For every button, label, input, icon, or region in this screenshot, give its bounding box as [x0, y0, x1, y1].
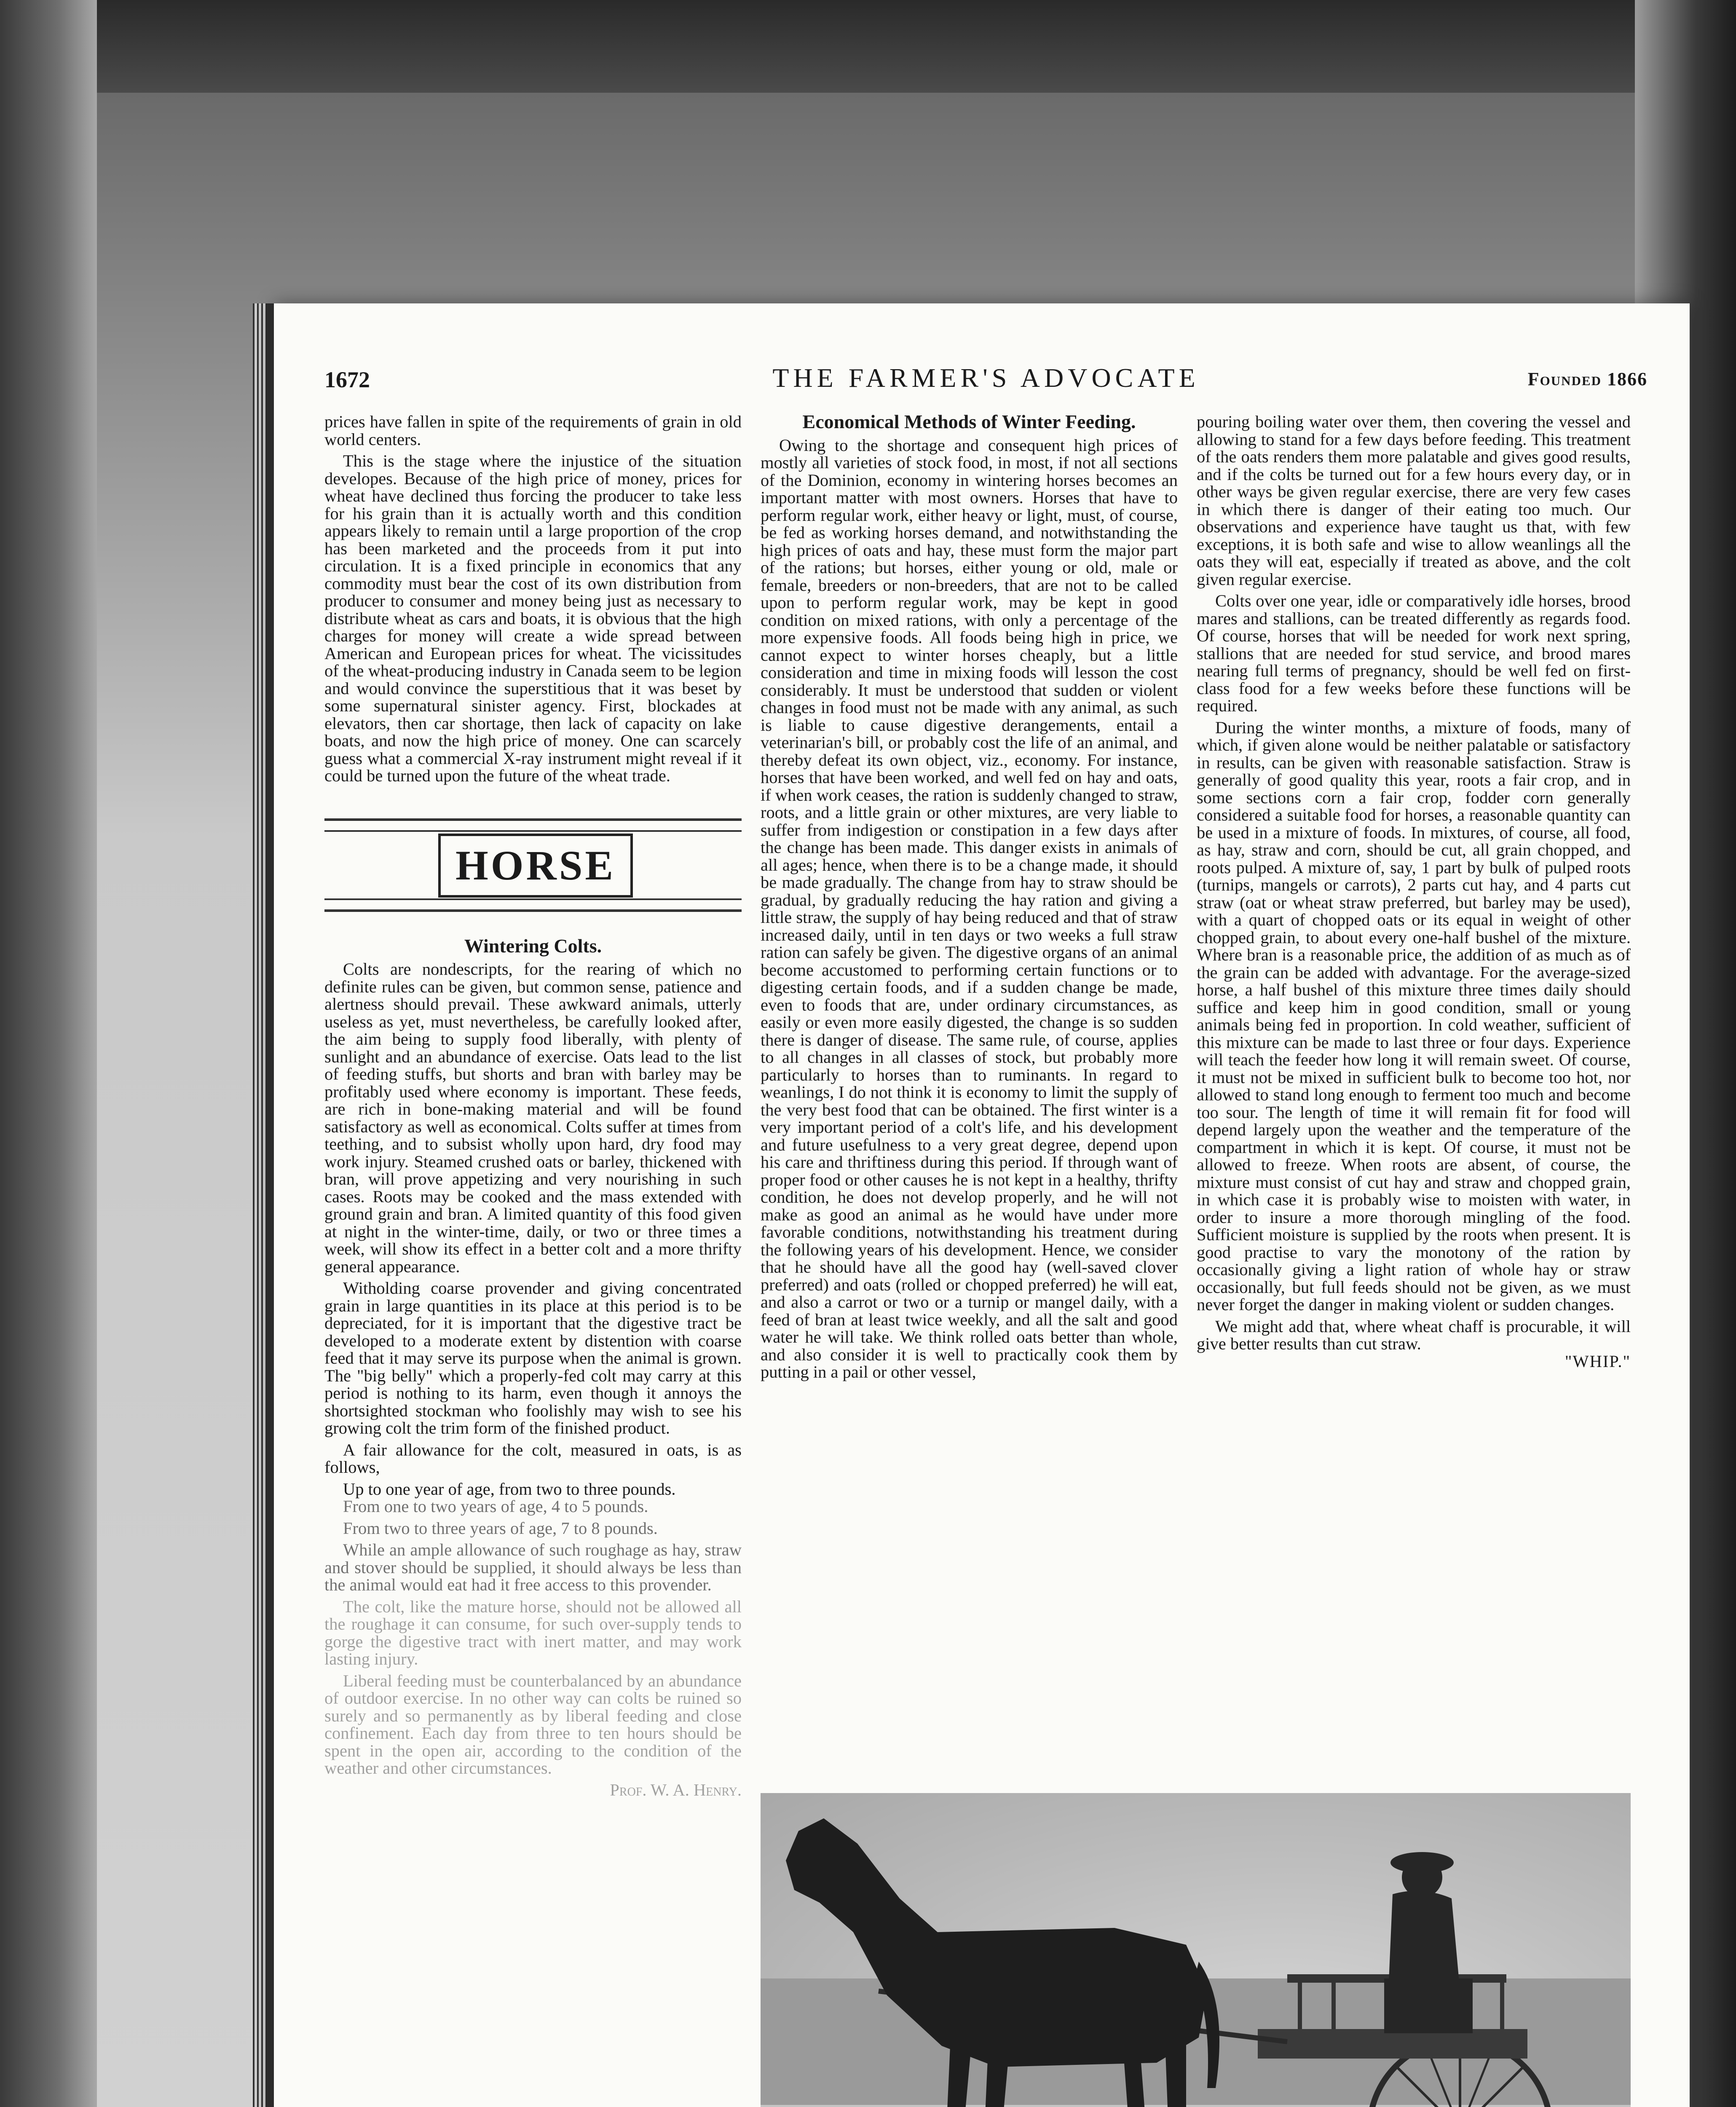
photo-pony-and-cart — [761, 1793, 1631, 2107]
film-border-top — [0, 0, 1736, 93]
section-banner — [324, 818, 742, 912]
paragraph: The colt, like the mature horse, should not be allowed all the roughage it can consume, for such over-supply tends to gorge the digestive tract with inert matter, and may work lasting injury. — [324, 1597, 742, 1668]
founded-year: Founded 1866 — [1527, 369, 1648, 389]
pony-cart-illustration — [761, 1793, 1631, 2107]
page-number: 1672 — [324, 367, 370, 392]
paragraph: Liberal feeding must be counterbalanced by an abundance of outdoor exercise. In no other way can colts be ruined so surely and so permanently as by liberal feeding and close confinement. Each day from three to ten hours should be spent in the open air, according to the condition of the weather and other circumstances. — [324, 1671, 742, 1777]
article-title-wintering-colts: Wintering Colts. — [464, 935, 602, 957]
paragraph: From two to three years of age, 7 to 8 pounds. — [343, 1518, 658, 1538]
paragraph: prices have fallen in spite of the requirements of grain in old world centers. — [324, 412, 742, 449]
paragraph: We might add that, where wheat chaff is procurable, it will give better results than cut straw. — [1197, 1316, 1631, 1353]
paragraph: Owing to the shortage and consequent high prices of mostly all varieties of stock food, in most, if not all sections of the Dominion, economy in wintering horses becomes an important matter with most owners. Horses that have to perform regular work, either heavy or light, must, of course, be fed as working horses demand, and notwithstanding the high prices of oats and hay, these must form the major part of the rations; but horses, either young or old, male or female, breeders or non-breeders, that are not to be called upon to perform regular work, may be kept in good condition on mixed rations, with only a percentage of the more expensive foods. All foods being high in price, we cannot expect to winter horses cheaply, but a little consideration and time in mixing foods will lesson the cost considerably. It must be understood that sudden or violent changes in food must not be made with any animal, as such is liable to cause digestive derangements, entail a veterinarian's bill, or probably cost the life of an animal, and thereby defeat its own object, viz., economy. For instance, horses that have been worked, and well fed on hay and oats, if when work ceases, the ration is suddenly changed to straw, roots, and a little grain or other mixtures, are very liable to suffer from indigestion or constipation in a few days after the change has been made. This danger exists in animals of all ages; hence, when there is to be a change made, it should be made gradually. The change from hay to straw should be gradual, by gradually reducing the hay ration and giving a little straw, the supply of hay being reduced and that of straw increased daily, until in ten days or two weeks a full straw ration can safely be given. The digestive organs of an animal become accustomed to performing certain functions or to digesting certain foods, and if a sudden change be made, even to foods that are, under ordinary circumstances, as easily or even more easily digested, the change is so sudden there is danger of disease. The same rule, of course, applies to all changes in all classes of stock, but probably more particularly to horses than to ruminants. In regard to weanlings, I do not think it is economy to limit the supply of the very best food that can be obtained. The first winter is a very important period of a colt's life, and his development and future usefulness to a very great degree, depend upon his care and thriftiness during this period. If through want of proper food or other causes he is not kept in a healthy, thrifty condition, he does not develop properly, and he will not make as good an animal as he would have under more favorable conditions, notwithstanding his treatment during the following years of his development. Hence, we consider that he should have all the good hay (well-saved clover preferred) and oats (rolled or chopped preferred) he will eat, and also a carrot or two or a turnip or mangel daily, with a feed of bran at least twice weekly, and all the salt and good water he will take. We think rolled oats better than whole, and also consider it is well to practically cook them by putting in a pail or other vessel, — [761, 435, 1178, 1381]
section-label-horse: HORSE — [438, 834, 633, 898]
column-right — [1197, 413, 1631, 1370]
paragraph: Colts are nondescripts, for the rearing of which no definite rules can be given, but common sense, patience and alertness should prevail. These awkward animals, utterly useless as yet, must nevertheless, be carefully looked after, the aim being to supply food liberally, with plenty of sunlight and an abundance of exercise. Oats lead to the list of feeding stuffs, but shorts and bran with barley may be profitably used where economy is important. These feeds, are rich in bone-making material and will be found satisfactory as well as economical. Colts suffer at times from teething, and to subsist wholly upon hard, dry food may work injury. Steamed crushed oats or barley, thickened with bran, will prove appetizing and very nourishing in such cases. Roots may be cooked and the mass extended with ground grain and bran. A limited quantity of this food given at night in the winter-time, daily, or two or three times a week, will show its effect in a better colt and a more thrifty general appearance. — [324, 960, 742, 1276]
paragraph: Witholding coarse provender and giving concentrated grain in large quantities in its place at this period is to be depreciated, for it is important that the digestive tract be developed to a moderate extent by distention with coarse feed that it may serve its purpose when the animal is grown. The "big belly" which a properly-fed colt may carry at this period is nothing to its harm, even though it annoys the shortsighted stockman who foolishly may wish to see his growing colt the trim form of the finished product. — [324, 1279, 742, 1437]
paragraph: This is the stage where the injustice of the situation developes. Because of the high price of money, prices for wheat have declined thus forcing the producer to take less for his grain than it is actually worth and this condition appears likely to remain until a large proportion of the crop has been marketed and the proceeds from it put into circulation. It is a fixed principle in economics that any commodity must bear the cost of its own distribution from producer to consumer and money being just as necessary to distribute wheat as cars and boats, it is obvious that the high charges for money will create a wide spread between American and European prices for wheat. The vicissitudes of the wheat-producing industry in Canada seem to be legion and would convince the superstitious that it was beset by some supernatural sinister agency. First, blockades at elevators, then car shortage, then lack of capacity on lake boats, and now the high price of money. One can scarcely guess what a commercial X-ray instrument might reveal if it could be turned upon the future of the wheat trade. — [324, 451, 742, 785]
author-signature: Prof. W. A. Henry. — [610, 1780, 742, 1799]
page-header — [324, 362, 1648, 400]
book-page-edges — [253, 303, 270, 2107]
film-border-left — [0, 0, 97, 2107]
paragraph: A fair allowance for the colt, measured in oats, is as follows, — [324, 1440, 742, 1477]
column-left — [324, 413, 742, 1799]
column-middle — [761, 413, 1178, 1381]
paragraph: While an ample allowance of such roughage as hay, straw and stover should be supplied, it should always be less than the animal would eat had it free access to this provender. — [324, 1540, 742, 1594]
paragraph: Up to one year of age, from two to three pounds. — [343, 1479, 676, 1498]
faded-text-block — [324, 1498, 742, 1777]
newspaper-page — [274, 303, 1690, 2107]
driver-figure — [1384, 1852, 1473, 2033]
paragraph: pouring boiling water over them, then covering the vessel and allowing to stand for a few days before feeding. This treatment of the oats renders them more palatable and gives good results, and if the colts be turned out for a few hours every day, or in other ways be given regular exercise, there are very few cases in which there is danger of their eating too much. Our observations and experience have taught us that, with few exceptions, it is both safe and wise to allow weanlings all the oats they will eat, especially if treated as above, and the colt given regular exercise. — [1197, 412, 1631, 589]
paragraph: Colts over one year, idle or comparatively idle horses, brood mares and stallions, can be treated differently as regards food. Of course, horses that will be needed for work next spring, stallions that are needed for stud service, and brood mares nearing full terms of pregnancy, should be well fed on first-class food for a few weeks before these functions will be required. — [1197, 591, 1631, 715]
article-title-winter-feeding: Economical Methods of Winter Feeding. — [802, 411, 1136, 432]
author-signature: "WHIP." — [1565, 1351, 1631, 1371]
paragraph: During the winter months, a mixture of foods, many of which, if given alone would be neither palatable or satisfactory in results, can be given with reasonable satisfaction. Straw is generally of good quality this year, roots a fair crop, and in some sections corn a fair crop, fodder corn generally considered a suitable food for horses, a reasonable quantity can be used in a mixture of foods. In mixtures, of course, all food, as hay, straw and corn, should be cut, all grain chopped, and roots pulped. A mixture of, say, 1 part by bulk of pulped roots (turnips, mangels or carrots), 2 parts cut hay, and 4 parts cut straw (oat or wheat straw preferred, but barley may be used), with a quart of chopped oats or its equal in weight of other chopped grain, to about every one-half bushel of the mixture. Where bran is a reasonable price, the addition of as much as of the grain can be added with advantage. For the average-sized horse, a half bushel of this mixture three times daily should suffice and keep him in good condition, small or young animals being fed in proportion. In cold weather, sufficient of this mixture can be made to last three or four days. Experience will teach the feeder how long it will remain sweet. Of course, it must not be mixed in sufficient bulk to become too hot, nor allowed to stand long enough to ferment too much and become too sour. The length of time it will remain fit for food will depend largely upon the weather and the temperature of the compartment in which it is kept. Of course, it must not be allowed to freeze. When roots are absent, of course, the mixture must consist of cut hay and straw and chopped grain, in which case it is probably wise to moisten with water, in order to insure a more thorough mingling of the food. Sufficient moisture is supplied by the roots when present. It is good practise to vary the monotony of the ration by occasionally giving a light ration of whole hay or straw occasionally, but full feeds should not be given, as we must never forget the danger in making violent or sudden changes. — [1197, 718, 1631, 1314]
masthead-title: THE FARMER'S ADVOCATE — [772, 363, 1200, 393]
paragraph: From one to two years of age, 4 to 5 pounds. — [343, 1497, 648, 1516]
